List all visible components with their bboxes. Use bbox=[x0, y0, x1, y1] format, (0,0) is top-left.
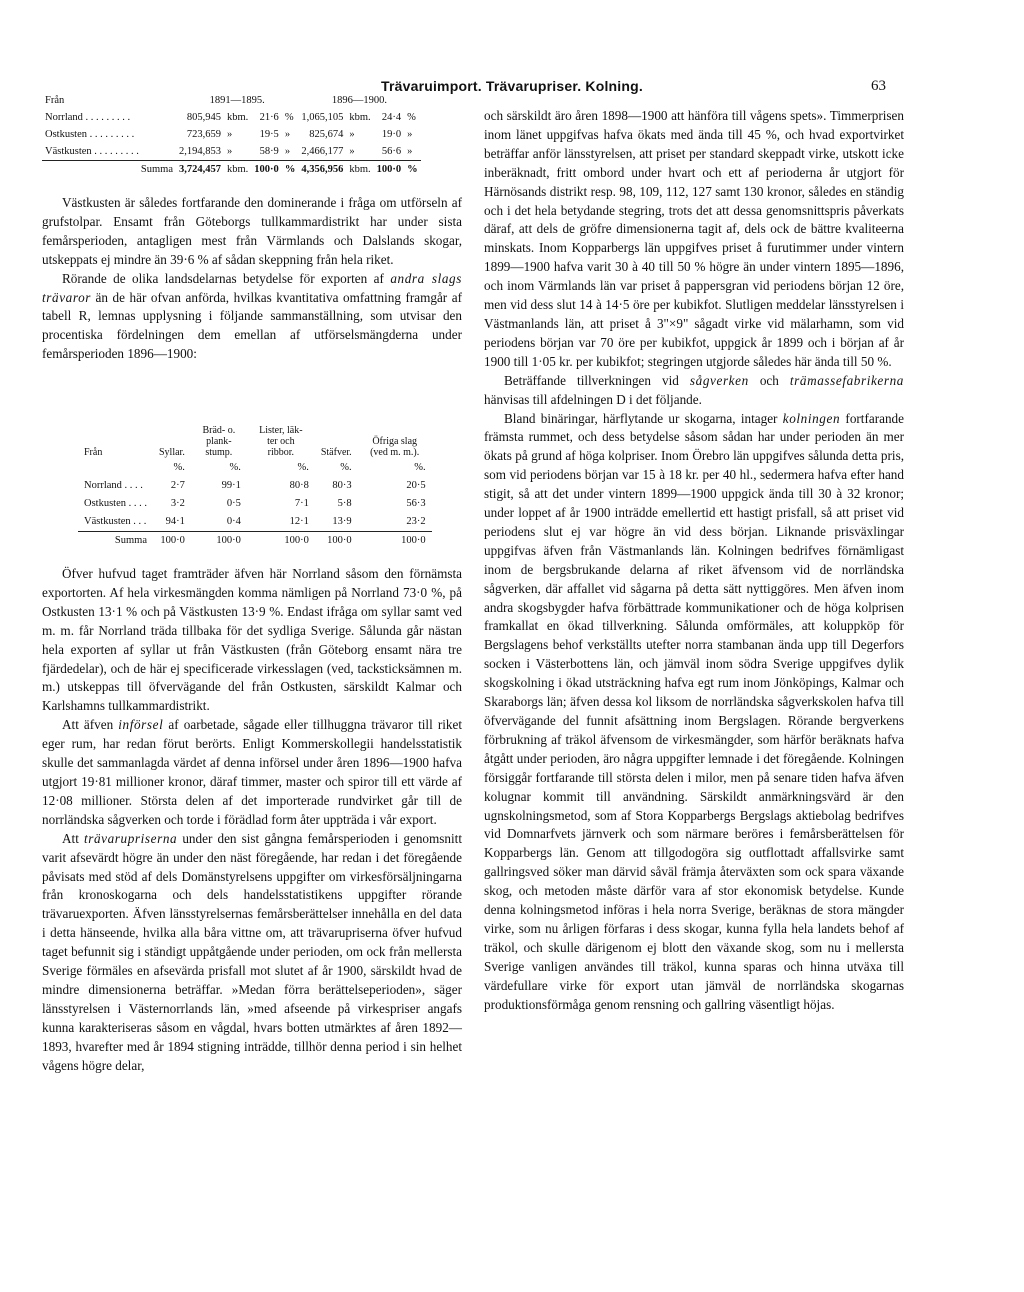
paragraph: Västkusten är således fortfarande den dominerande i fråga om utförseln af grufstolpar. Ensamt från Göteborgs tullkammardistrikt har under sista femårsperioden, antagligen mest från Värmlands och Dalslands skogar, utskeppats ej mindre än 39·6 % af sådan skeppning från hela riket. bbox=[42, 195, 462, 267]
table-cell: %. bbox=[297, 462, 309, 473]
table-cell: » bbox=[282, 143, 299, 161]
row-label: Summa bbox=[140, 164, 173, 175]
table-header-cell: 1896—1900. bbox=[331, 95, 388, 106]
right-column bbox=[484, 107, 904, 1015]
row-label: Västkusten . . . bbox=[78, 513, 153, 532]
table-cell: %. bbox=[340, 462, 352, 473]
table-cell: 3·2 bbox=[170, 498, 185, 509]
table-cell: » bbox=[349, 129, 355, 140]
table-cell: 80·3 bbox=[332, 480, 352, 491]
text-span: Rörande de olika landsdelarnas betydelse för exporten af bbox=[62, 270, 391, 286]
row-label: Summa bbox=[114, 535, 147, 546]
table-cell: 56·3 bbox=[406, 498, 426, 509]
table-cell: kbm. bbox=[349, 112, 371, 123]
paragraph bbox=[42, 716, 462, 829]
table-cell: 7·1 bbox=[294, 498, 309, 509]
table-cell: 23·2 bbox=[358, 513, 432, 532]
table-cell: 2,466,177 bbox=[298, 143, 346, 161]
table-cell: 21·6 bbox=[259, 112, 279, 123]
table-cell: 56·6 bbox=[374, 143, 405, 161]
emphasis: trävarupriserna bbox=[83, 830, 178, 846]
table-cell: 100·0 bbox=[284, 535, 309, 546]
table-cell: kbm. bbox=[349, 164, 371, 175]
table-row bbox=[78, 477, 432, 495]
table-cell: 5·8 bbox=[337, 498, 352, 509]
left-column-lower bbox=[42, 565, 462, 1075]
text-span: af oarbetade, sågade eller tillhuggna trävaror till riket eger rum, har redan förut berörts. Enligt Kommerskollegii handelsstatistik skulle det sammanlagda värdet af denna införsel under åren 1896—1900 hafva utgjort 19·81 millioner kronor, däraf timmer, master och spiror till ett värde af 12·08 millioner. Största delen af det importerade rundvirket går till de norrländska sågverken och torde i förädlad form åter uppträda i vår export. bbox=[42, 717, 462, 827]
table-cell: 100·0 bbox=[327, 535, 352, 546]
table-cell: % bbox=[284, 164, 296, 175]
table-row bbox=[42, 143, 421, 161]
table-cell: 94·1 bbox=[153, 513, 191, 532]
table-cell: 100·0 bbox=[376, 164, 402, 175]
table-cell: 3,724,457 bbox=[179, 164, 221, 175]
table-cell: % bbox=[284, 112, 294, 123]
text-span: Att bbox=[62, 830, 84, 846]
table-header-cell: Bräd- o. plank- stump. bbox=[202, 425, 236, 458]
table-cell: 100·0 bbox=[216, 535, 241, 546]
paragraph bbox=[42, 830, 462, 1076]
row-label: Norrland . . . . . . . . . bbox=[45, 112, 131, 123]
table-total-row bbox=[42, 161, 421, 179]
paragraph: Öfver hufvud taget framträder äfven här Norrland såsom den förnämsta exportorten. Af hela virkesmängden komma nämligen på Norrland 73·0 %, på Ostkusten 13·1 % och på Västkusten 13·9 %. Endast ifråga om syllar samt ved m. m. får Norrland träda tillbaka för det sydliga Sverige. Sålunda går nästan hela exporten af syllar ut från Västkusten (från Göteborg ensamt nära tre fjärdedelar), och de här ej specificerade virkesslagen (ved, tacksticksämnen m. m.) utskeppas till öfvervägande del från Ostkusten, särskildt Kalmar och Karlshamns tullkammardistrikt. bbox=[42, 566, 462, 714]
text-span: Bland binäringar, härflytande ur skogarna, intager bbox=[504, 410, 783, 426]
table-cell: 100·0 bbox=[401, 535, 426, 546]
text-span: Beträffande tillverkningen vid bbox=[504, 372, 690, 388]
table-cell: %. bbox=[173, 462, 185, 473]
paragraph: och särskildt äro åren 1898—1900 att hänföra till vågens spets». Timmerprisen inom länet uppgifvas hafva ökats med ända till 45 %, och hvad exportvirket beträffar anför länsstyrelsen, att priset per standard skeppadt virke, utskott icke inberäknadt, fritt ombord under hvart och ett af perioderna år utgjort för Härnösands distrikt resp. 98, 109, 112, 127 samt 130 kronor, således en ständig och i det hela betydande stegring, trots det att dessa genomsnittspris påverkats däraf, att dels de gröfre dimensionerna tagit af, dels ock de bättre kvaliteerna minskats. Inom Kopparbergs län uppgifves priset å furutimmer under vintern 1899—1900 hafva varit 30 à 40 till 50 % högre än under vintern 1895—1896, och inom Värmlands län var priset å pappersgran vid periodens början 12 öre, men vid dess slut 14 à 14·5 öre per kubikfot. Slutligen meddelar länsstyrelsen i Västmanlands län, att priset å 3"×9" sågadt virke vid mälarhamn, som vid periodens början var 70 öre per kubikfot, uppgick år 1899 och i början af år 1900 till 1·05 kr. per kubikfot; stegringen utgjorde således här ända till 50 %. bbox=[484, 108, 904, 369]
table-cell: kbm. bbox=[227, 164, 249, 175]
table-cell: » bbox=[284, 129, 291, 140]
table-cell: 19·0 bbox=[381, 129, 402, 140]
emphasis: kolningen bbox=[782, 410, 841, 426]
table-cell bbox=[78, 459, 153, 477]
table-cell: 2·7 bbox=[170, 480, 185, 491]
table-cell: 805,945 bbox=[186, 112, 221, 123]
paragraph bbox=[42, 270, 462, 365]
table-cell: 0·4 bbox=[191, 513, 247, 532]
text-span: hänvisas till afdelningen D i det följande. bbox=[484, 391, 702, 407]
table-cell: % bbox=[407, 164, 418, 175]
text-span: än de här ofvan anförda, hvilkas kvantitativa omfattning framgår af tabell R, lemnas upplysning i följande sammanställning, som utvisar den procentiska fördelningen dem emellan af utförselsmängderna under femårsperioden 1896—1900: bbox=[42, 289, 462, 362]
table-cell: 0·5 bbox=[226, 498, 241, 509]
table-cell: 20·5 bbox=[406, 480, 426, 491]
paragraph bbox=[484, 372, 904, 410]
table-cell: 13·9 bbox=[315, 513, 358, 532]
paragraph bbox=[484, 410, 904, 1015]
table-cell: 24·4 bbox=[381, 112, 402, 123]
emphasis: sågverken bbox=[689, 372, 749, 388]
table-header-cell: 1891—1895. bbox=[209, 95, 265, 106]
table-cell: 1,065,105 bbox=[301, 112, 344, 123]
table-row bbox=[42, 126, 421, 143]
table-header-cell: Syllar. bbox=[159, 447, 185, 458]
text-span: under den sist gångna femårsperioden i genomsnitt varit afsevärdt högre än under den näst föregående, har redan i det föregående påvisats med stöd af dels Domänstyrelsens uppgifter om virkesförsäljningarna från kronoskogarna och dels handelsstatistikens uppgifter rörande trävaruexporten. Äfven länsstyrelsernas femårsberättelser innehålla en del data i detta hänseende, hvilka alla båra vittne om, att trävarupriserna öfver hufvud taget befunnit sig i ständigt uppåtgående under perioden, om ock från mellersta Sverige förmäles en afsevärda prisfall mot slutet af år 1900, särskildt hvad de mindre dimensionerna beträffar. »Medan förra berättelseperioden», säger länsstyrelsen i Västernorrlands län, »med afseende på virkespriser angafs kunna karakteriseras såsom en vågdal, hvars botten utmärktes af åren 1892—1893, hvarefter med år 1894 stigning inträdde, tillhör denna period i sin helhet vågens högre delar, bbox=[42, 830, 463, 1073]
table-cell: %. bbox=[414, 462, 426, 473]
row-label: Västkusten . . . . . . . . . bbox=[42, 143, 176, 161]
product-share-table bbox=[78, 424, 432, 550]
table-cell: 4,356,956 bbox=[301, 164, 344, 175]
table-header-cell: Lister, läk- ter och ribbor. bbox=[259, 425, 303, 458]
text-span: och bbox=[748, 372, 790, 388]
table-cell: kbm. bbox=[227, 112, 249, 123]
table-header-row bbox=[78, 424, 432, 459]
table-row bbox=[42, 109, 421, 126]
table-cell: » bbox=[224, 143, 251, 161]
emphasis: införsel bbox=[118, 717, 164, 733]
table-cell: 99·1 bbox=[221, 480, 241, 491]
page-number: 63 bbox=[871, 78, 886, 94]
table-cell: » bbox=[407, 129, 413, 140]
table-row bbox=[78, 513, 432, 532]
table-header-cell: Öfriga slag (ved m. m.). bbox=[370, 436, 420, 458]
table-cell: 12·1 bbox=[247, 513, 315, 532]
left-column-upper bbox=[42, 194, 462, 364]
table-cell: %. bbox=[229, 462, 241, 473]
table-cell: » bbox=[404, 143, 421, 161]
text-span: fortfarande främsta rummet, och dess betydelse såsom sådan har under perioden än mer ökats på grund af höga kolpriser. Inom Örebro län uppgifves sålunda detta pris, som vid periodens början var 15 à 18 kr. per 40 hl., sedermera hafva efter hand stigit, så att det under vintern 1899—1900 uppgick ända till 30 à 32 kronor; under loppet af år 1900 inträdde emellertid ett hastigt prisfall, så att priset vid periodens slut ej var högre än vid dess början. Liknande prisväxlingar uppgifvas äfven från Västmanlands län. Kolningen bedrifves förnämligast inom de bergsbrukande delarna af riket äfvensom vid de norrländska sågverken, där affallet vid sågarna på detta sätt nyttiggöres. Men äfven inom andra skogsbygder hafva förbättrade kommunikationer och de höga kolprisen framkallat en ökad tillverkning. Sålunda omförmäles, att koluppköp för Bergslagens behof verkställts utefter norra stambanan ända upp till Degerfors socken i Västerbottens län, och jämväl inom södra Sverige uppgifves dylik skogskolning i ökad utsträckning hafva egt rum inom Jönköpings, Kalmar och Skaraborgs län; äfven dessa kol liksom de norrländska sågverkskolen hafva till öfvervägande del funnit afsättning inom Bergslagen. Rörande bergverkens förbrukning af träkol äfvensom de virkesmängder, som härför beräknats hafva åtgått under perioden, äro några uppgifter lemnade i det föregående. Kolningen försiggår fortfarande till största delen i milor, men på senare tiden hafva äfven kolugnar kommit till användning. Särskildt anmärkningsvärd är den ugnskolningsmetod, som af Stora Kopparbergs Bergslags aktiebolag bedrifves vid Domnarfvets järnverk och som närmare beröres i femårsberättelsen för Kopparbergs län. Genom att tillgodogöra sig outflottadt affallsvirke samt gallringsved söker man därvid såväl främja återväxten som ock spara växande skog, och metoden måste därför vara af stor ekonomisk betydelse. Kunde denna kolningsmetod införas i hela norra Sverige, beräknas de stora mängder virke, som nu årligen förfaras i dess skogar, kunna fylla hela landets behof af träkol, och skulle därigenom ej blott den växande skog, som nu i mellersta Sverige vanligen användes till träkol, kunna sparas och hinna utväxa till värdefullare virke för export utan jämväl de norrländska skogarnas produktionsförmåga genom rensning och gallring väsentligt höjas. bbox=[484, 410, 904, 1012]
table-cell: » bbox=[227, 129, 233, 140]
page-title: Trävaruimport. Trävarupriser. Kolning. bbox=[380, 78, 643, 94]
table-cell: 825,674 bbox=[309, 129, 344, 140]
row-label: Norrland . . . . bbox=[84, 480, 143, 491]
emphasis: andra slags trävaror bbox=[42, 270, 462, 305]
table-unit-row bbox=[78, 459, 432, 477]
table-cell: 80·8 bbox=[289, 480, 309, 491]
table-cell: % bbox=[407, 112, 416, 123]
table-header-cell: Från bbox=[45, 95, 65, 106]
table-row bbox=[78, 495, 432, 513]
table-total-row bbox=[78, 532, 432, 551]
row-label: Ostkusten . . . . . . . . . bbox=[45, 129, 135, 140]
export-share-table bbox=[42, 92, 421, 178]
table-cell: 723,659 bbox=[186, 129, 221, 140]
table-header-cell: Från bbox=[84, 447, 103, 458]
table-cell: » bbox=[346, 143, 373, 161]
emphasis: trämassefabrikerna bbox=[789, 372, 904, 388]
table-cell: 2,194,853 bbox=[176, 143, 224, 161]
table-cell: 58·9 bbox=[251, 143, 282, 161]
text-span: Att äfven bbox=[62, 717, 119, 733]
row-label: Ostkusten . . . . bbox=[84, 498, 147, 509]
table-header-row bbox=[42, 92, 421, 109]
table-cell: 100·0 bbox=[254, 164, 279, 175]
table-header-cell: Stäfver. bbox=[320, 447, 352, 458]
table-cell: 19·5 bbox=[259, 129, 279, 140]
table-cell: 100·0 bbox=[160, 535, 185, 546]
